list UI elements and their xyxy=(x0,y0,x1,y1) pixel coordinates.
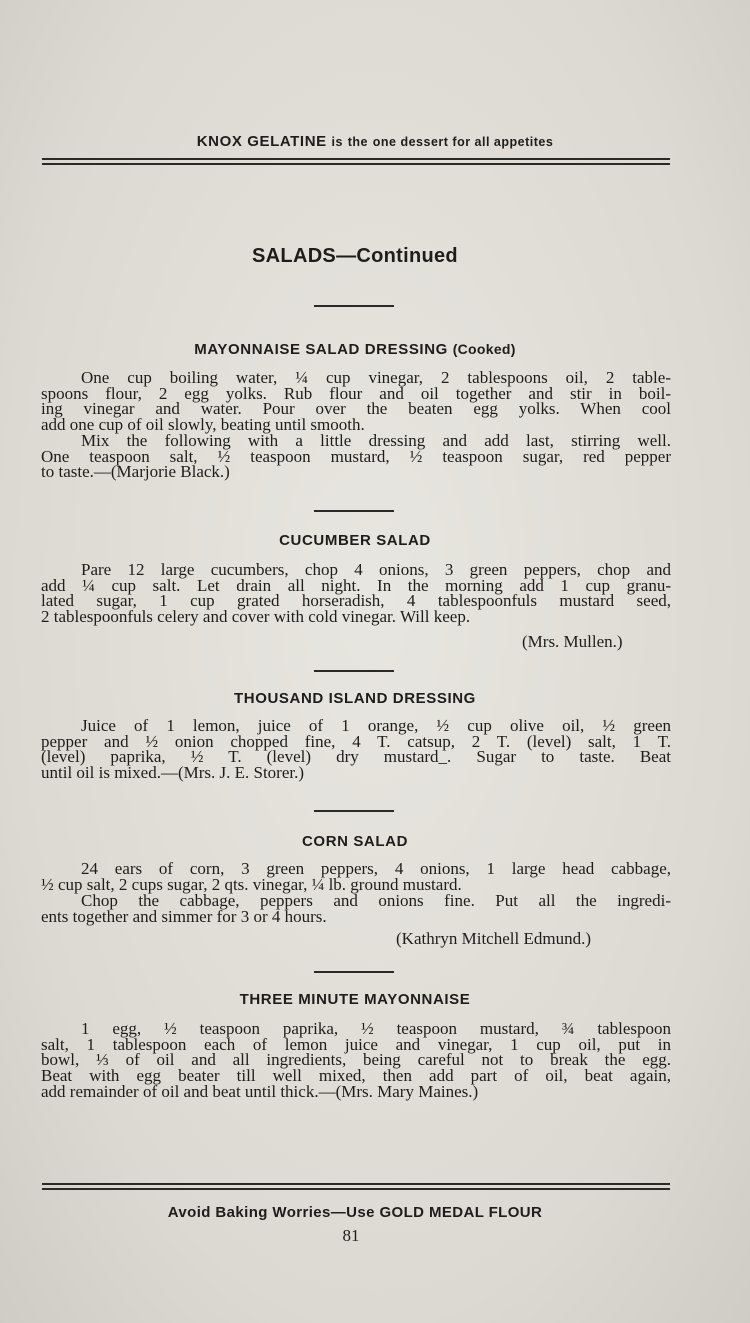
page-number: 81 xyxy=(342,1226,360,1245)
recipe-title-mayonnaise-salad-dressing xyxy=(0,341,710,358)
recipe-divider xyxy=(314,670,394,672)
recipe-body-mayonnaise-p2-end xyxy=(41,464,671,480)
header-double-rule xyxy=(42,158,670,165)
recipe-title-cucumber-salad: CUCUMBER SALAD xyxy=(279,532,431,549)
text-line: Chop the cabbage, peppers and onions fine. Put all the ingredi- xyxy=(81,891,671,910)
recipe-body-corn-p2-end xyxy=(41,909,671,925)
text-line: One cup boiling water, ¼ cup vinegar, 2 tablespoons oil, 2 table- xyxy=(81,368,671,387)
text-line: salt, 1 tablespoon each of lemon juice and vinegar, 1 cup oil, put in xyxy=(41,1034,671,1054)
text-line: Juice of 1 lemon, juice of 1 orange, ½ cup olive oil, ½ green xyxy=(81,716,671,735)
text-line: bowl, ⅓ of oil and all ingredients, being careful not to break the egg. xyxy=(41,1050,671,1070)
header-the: the xyxy=(347,135,368,149)
text-line: One teaspoon salt, ½ teaspoon mustard, ½ teaspoon sugar, red pepper xyxy=(41,446,671,466)
recipe-title-corn-salad: CORN SALAD xyxy=(302,833,408,850)
text-line: (level) paprika, ½ T. (level) dry mustard_. Sugar to taste. Beat xyxy=(41,747,671,767)
text-line: 24 ears of corn, 3 green peppers, 4 onions, 1 large head cabbage, xyxy=(81,859,671,878)
section-divider xyxy=(314,305,394,307)
text-line: Mix the following with a little dressing and add last, stirring well. xyxy=(81,431,671,450)
header-advertisement xyxy=(0,133,750,150)
recipe-attribution: (Kathryn Mitchell Edmund.) xyxy=(396,929,591,948)
recipe-title-text: MAYONNAISE SALAD DRESSING xyxy=(194,341,448,358)
text-line: add one cup of oil slowly, beating until smooth. xyxy=(41,415,365,434)
text-line: to taste.—(Marjorie Black.) xyxy=(41,462,230,481)
recipe-title-three-minute-mayonnaise: THREE MINUTE MAYONNAISE xyxy=(239,991,471,1008)
text-line: ing vinegar and water. Pour over the beaten egg yolks. When cool xyxy=(41,399,671,419)
text-line: ½ cup salt, 2 cups sugar, 2 qts. vinegar, ¼ lb. ground mustard. xyxy=(41,875,462,894)
text-line: pepper and ½ onion chopped fine, 4 T. catsup, 2 T. (level) salt, 1 T. xyxy=(41,731,671,751)
text-line: 1 egg, ½ teaspoon paprika, ½ teaspoon mustard, ¾ tablespoon xyxy=(81,1019,671,1038)
recipe-title-thousand-island-dressing: THOUSAND ISLAND DRESSING xyxy=(234,690,476,707)
recipe-title-suffix: (Cooked) xyxy=(452,341,516,357)
text-line: spoons flour, 2 egg yolks. Rub flour and oil together and stir in boil- xyxy=(41,383,671,403)
text-line: Beat with egg beater till well mixed, then add part of oil, beat again, xyxy=(41,1065,671,1085)
recipe-body-three-minute-end xyxy=(41,1084,671,1100)
recipe-divider xyxy=(314,510,394,512)
text-line: Pare 12 large cucumbers, chop 4 onions, 3 green peppers, chop and xyxy=(81,560,671,579)
recipe-body-three-minute xyxy=(41,1021,671,1083)
text-line: lated sugar, 1 cup grated horseradish, 4 tablespoonfuls mustard seed, xyxy=(41,591,671,611)
text-line: 2 tablespoonfuls celery and cover with cold vinegar. Will keep. xyxy=(41,607,471,626)
recipe-attribution: (Mrs. Mullen.) xyxy=(522,632,623,651)
recipe-body-mayonnaise-p2 xyxy=(41,433,671,464)
text-line: ents together and simmer for 3 or 4 hours. xyxy=(41,907,327,926)
recipe-divider xyxy=(314,810,394,812)
recipe-divider xyxy=(314,971,394,973)
recipe-body-cucumber xyxy=(41,562,671,609)
recipe-body-cucumber-end xyxy=(41,609,671,625)
header-is: is xyxy=(331,135,343,149)
recipe-body-thousand-island-end xyxy=(41,765,671,781)
header-tagline: one dessert for all appetites xyxy=(372,135,554,149)
text-line: add ¼ cup salt. Let drain all night. In the morning add 1 cup granu- xyxy=(41,575,671,595)
footer-advertisement: Avoid Baking Worries—Use GOLD MEDAL FLOUR xyxy=(167,1204,543,1221)
text-line: add remainder of oil and beat until thick.—(Mrs. Mary Maines.) xyxy=(41,1082,479,1101)
recipe-body-mayonnaise-p1 xyxy=(41,370,671,417)
footer-double-rule xyxy=(42,1183,670,1190)
header-brand: KNOX GELATINE xyxy=(196,133,327,150)
text-line: until oil is mixed.—(Mrs. J. E. Storer.) xyxy=(41,763,305,782)
recipe-body-thousand-island xyxy=(41,718,671,765)
section-title: SALADS—Continued xyxy=(252,245,458,267)
